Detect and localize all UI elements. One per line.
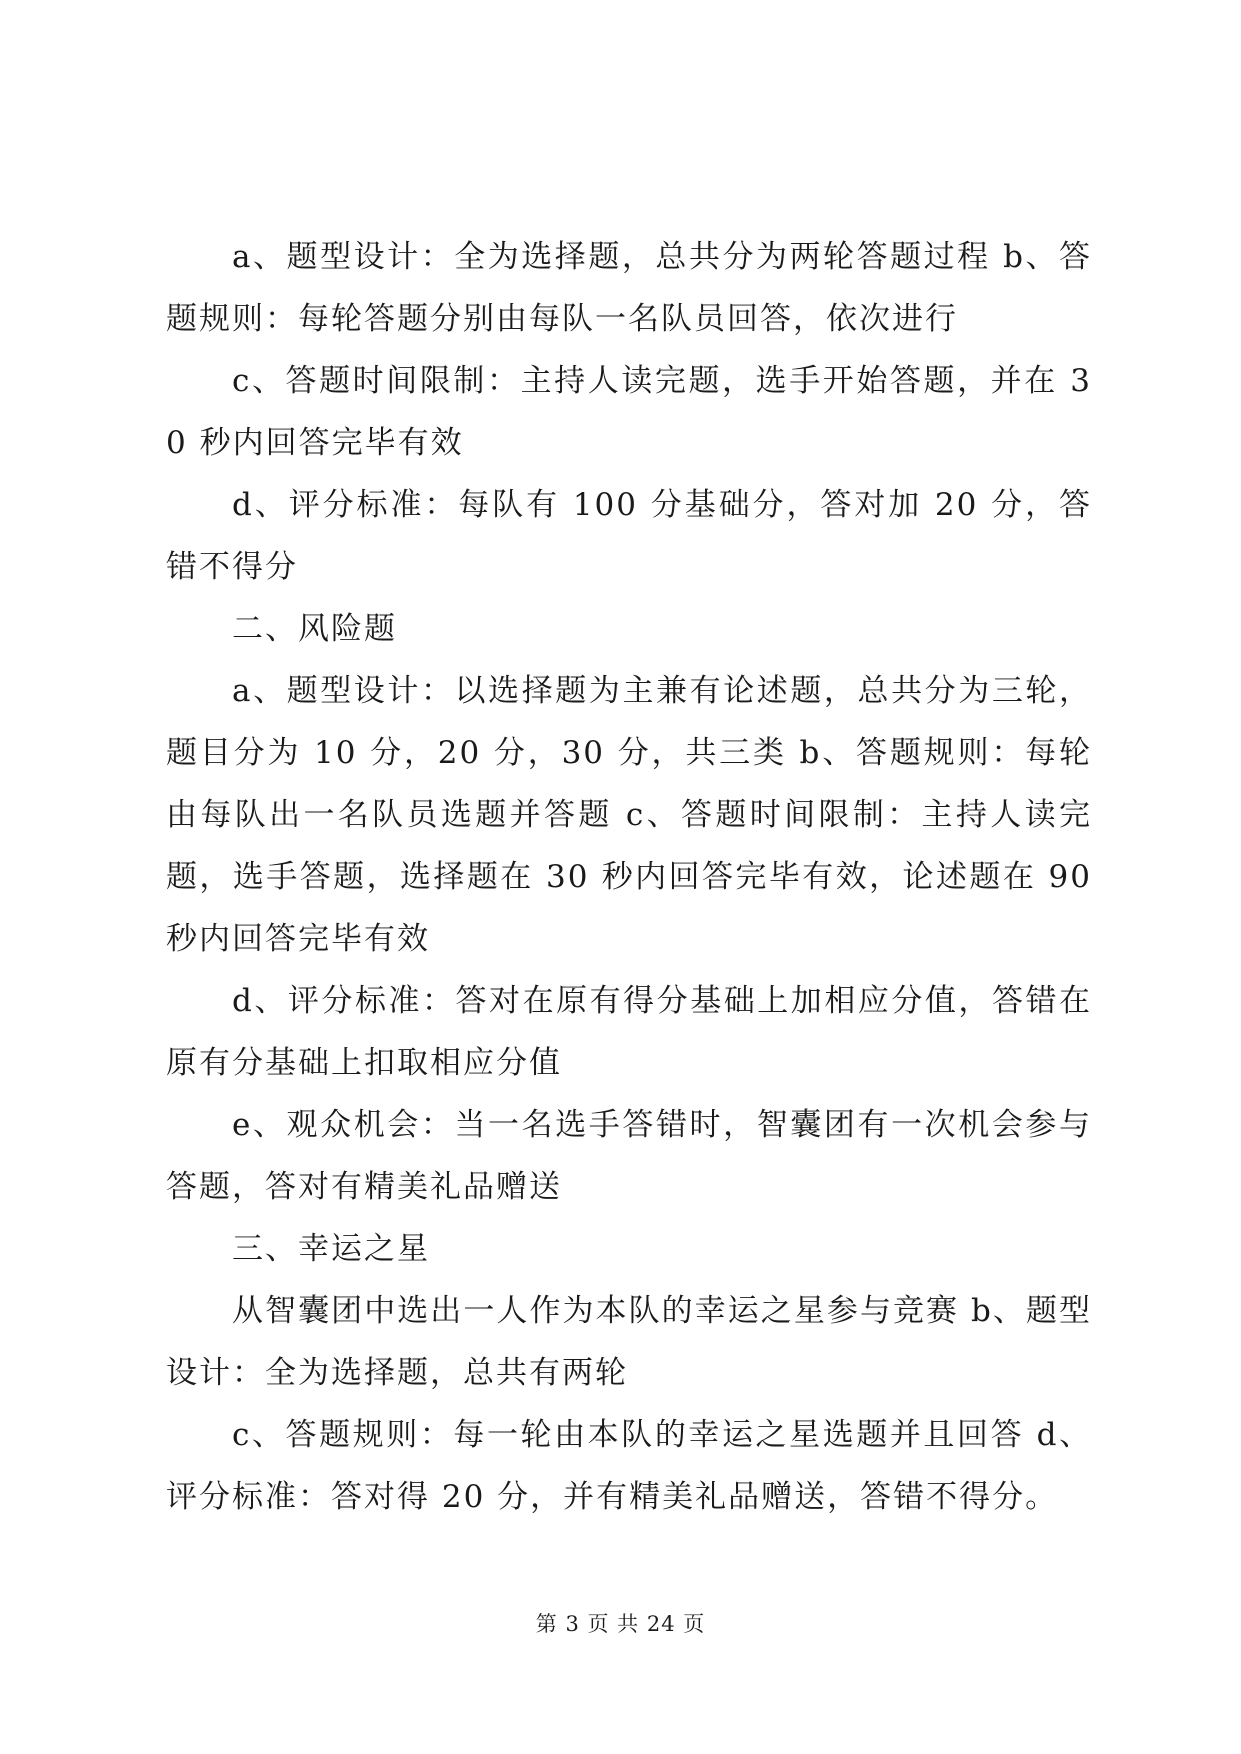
- paragraph-round1-time-limit: c、答题时间限制：主持人读完题，选手开始答题，并在 30 秒内回答完毕有效: [166, 363, 1092, 461]
- paragraph-lucky-star-rules: c、答题规则：每一轮由本队的幸运之星选题并且回答 d、评分标准：答对得 20 分，并有精美礼品赠送，答错不得分。: [166, 1417, 1092, 1515]
- paragraph-round1-type: a、题型设计：全为选择题，总共分为两轮答题过程 b、答题规则：每轮答题分别由每队一名队员回答，依次进行: [166, 239, 1092, 337]
- document-body: [166, 226, 1092, 1528]
- paragraph-risk-rules: a、题型设计：以选择题为主兼有论述题，总共分为三轮，题目分为 10 分，20 分，30 分，共三类 b、答题规则：每轮由每队出一名队员选题并答题 c、答题时间限制：主持人读完题，选手答题，选择题在 30 秒内回答完毕有效，论述题在 90 秒内回答完毕有效: [166, 673, 1092, 957]
- paragraph-audience-chance: e、观众机会：当一名选手答错时，智囊团有一次机会参与答题，答对有精美礼品赠送: [166, 1107, 1092, 1205]
- section-heading-lucky-star: 三、幸运之星: [232, 1231, 430, 1267]
- paragraph-round1-scoring: d、评分标准：每队有 100 分基础分，答对加 20 分，答错不得分: [166, 487, 1092, 585]
- section-heading-risk: 二、风险题: [232, 611, 397, 647]
- paragraph-risk-scoring: d、评分标准：答对在原有得分基础上加相应分值，答错在原有分基础上扣取相应分值: [166, 983, 1092, 1081]
- page-number-footer: 第 3 页 共 24 页: [535, 1612, 706, 1636]
- paragraph-lucky-star-type: 从智囊团中选出一人作为本队的幸运之星参与竞赛 b、题型设计：全为选择题，总共有两轮: [166, 1293, 1092, 1391]
